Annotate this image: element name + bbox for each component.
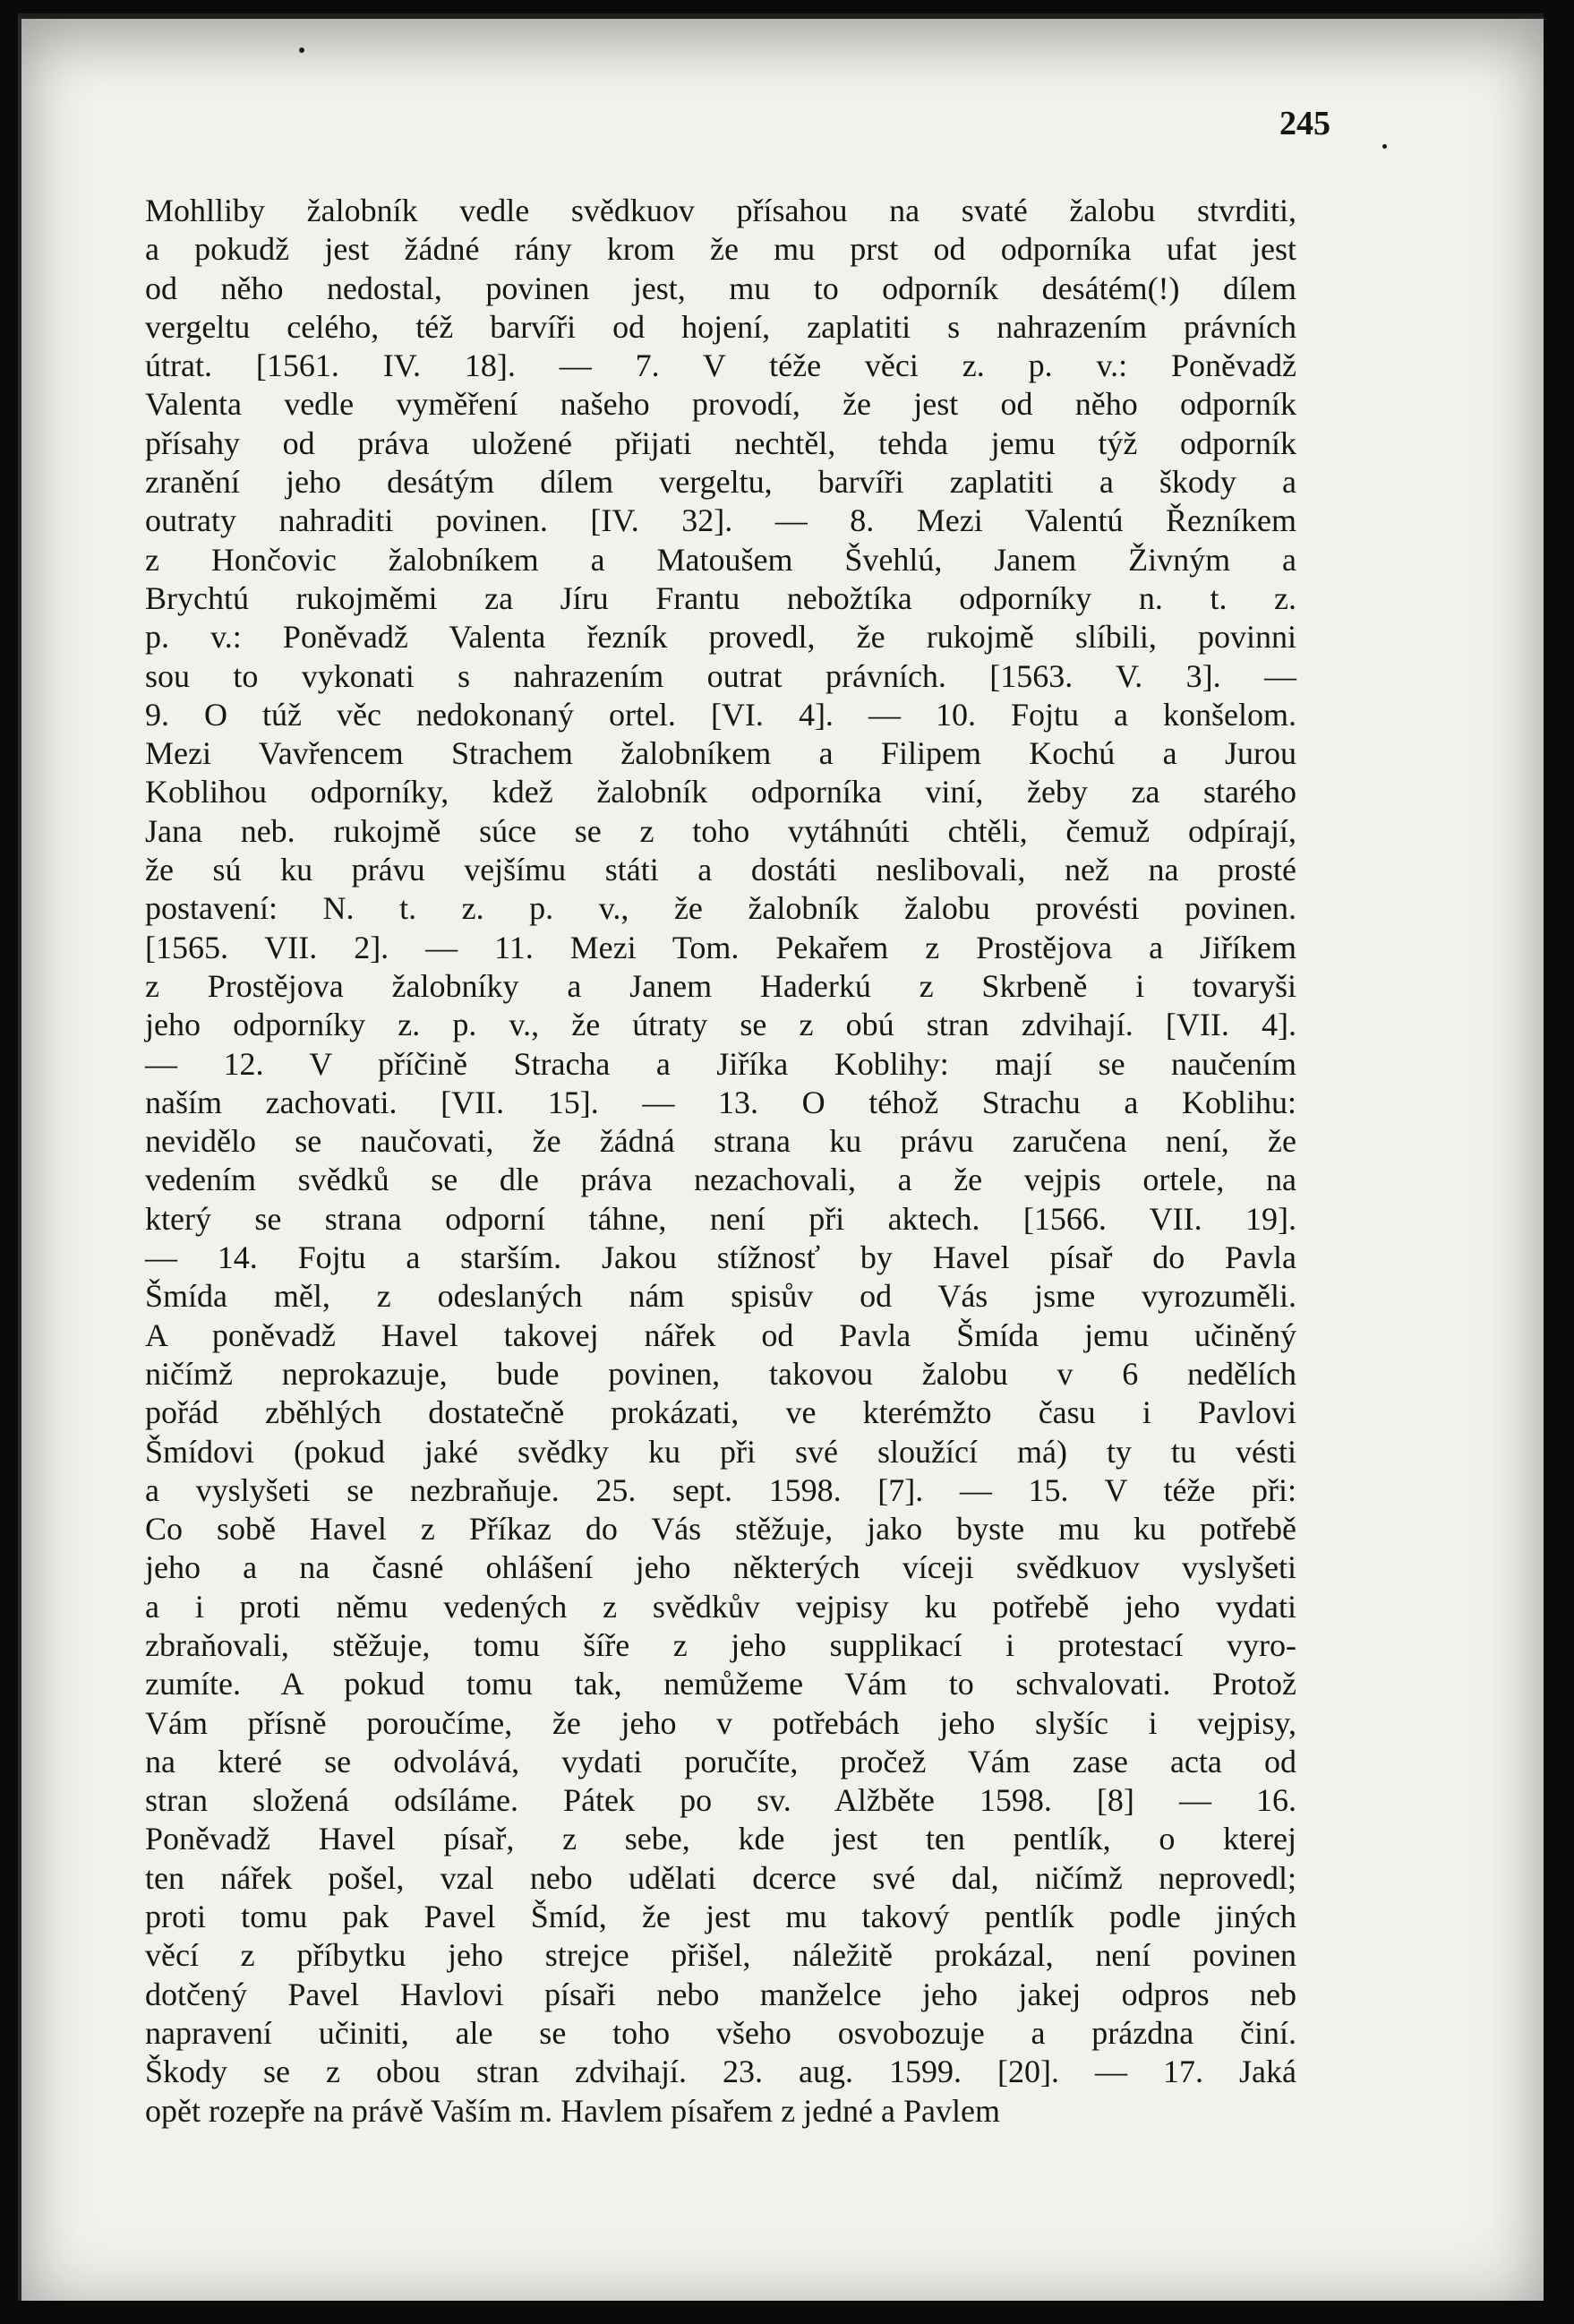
text-line: Co sobě Havel z Příkaz do Vás stěžuje, jako byste mu ku potřebě [145,1511,1296,1548]
text-line: a pokudž jest žádné rány krom že mu prst od odporníka ufat jest [145,231,1296,268]
text-line: ten nářek pošel, vzal nebo udělati dcerce své dal, ničímž neprovedl; [145,1859,1296,1896]
text-line: od něho nedostal, povinen jest, mu to odporník desátém(!) dílem [145,270,1296,306]
text-line: jeho odporníky z. p. v., že útraty se z obú stran zdvihají. [VII. 4]. [145,1007,1296,1043]
text-line: zbraňovali, stěžuje, tomu šíře z jeho supplikací i protestací vyro- [145,1626,1296,1663]
text-line: ničímž neprokazuje, bude povinen, takovou žalobu v 6 nedělích [145,1355,1296,1392]
text-line: — 12. V příčině Stracha a Jiříka Koblihy: mají se naučením [145,1045,1296,1082]
dust-speck [299,47,304,53]
text-line: z Prostějova žalobníky a Janem Haderkú z Skrbeně i tovaryši [145,967,1296,1004]
text-line: z Hončovic žalobníkem a Matoušem Švehlú, Janem Živným a [145,541,1296,578]
text-line: outraty nahraditi povinen. [IV. 32]. — 8. Mezi Valentú Řezníkem [145,502,1296,539]
text-line: stran složená odsíláme. Pátek po sv. Alžběte 1598. [8] — 16. [145,1782,1296,1819]
text-line: napravení učiniti, ale se toho všeho osvobozuje a prázdna činí. [145,2014,1296,2051]
text-line: a i proti němu vedených z svědkův vejpisy ku potřebě jeho vydati [145,1588,1296,1625]
text-line: útrat. [1561. IV. 18]. — 7. V téže věci z. p. v.: Poněvadž [145,347,1296,384]
body-text [145,192,1296,2131]
text-line: vergeltu celého, též barvíři od hojení, zaplatiti s nahrazením právních [145,308,1296,345]
text-line: vedením svědků se dle práva nezachovali, a že vejpis ortele, na [145,1162,1296,1198]
text-line: Koblihou odporníky, kdež žalobník odporníka viní, žeby za starého [145,774,1296,810]
text-line: věcí z příbytku jeho strejce přišel, náležitě prokázal, není povinen [145,1937,1296,1974]
page-number: 245 [1279,105,1330,142]
text-line: pořád zběhlých dostatečně prokázati, ve kterémžto času i Pavlovi [145,1394,1296,1431]
text-line: dotčený Pavel Havlovi písaři nebo manželce jeho jakej odpros neb [145,1976,1296,2012]
text-line: Jana neb. rukojmě súce se z toho vytáhnúti chtěli, čemuž odpírají, [145,812,1296,849]
text-line: zumíte. A pokud tomu tak, nemůžeme Vám to schvalovati. Protož [145,1666,1296,1702]
text-line: A poněvadž Havel takovej nářek od Pavla Šmída jemu učiněný [145,1316,1296,1353]
text-line: Vám přísně poroučíme, že jeho v potřebách jeho slyšíc i vejpisy, [145,1704,1296,1741]
dust-speck [1382,144,1387,149]
text-line: Šmídovi (pokud jaké svědky ku při své sloužící má) ty tu vésti [145,1433,1296,1470]
text-line: přísahy od práva uložené přijati nechtěl, tehda jemu týž odporník [145,424,1296,461]
text-line: že sú ku právu vejšímu státi a dostáti neslibovali, než na prosté [145,852,1296,888]
text-line: opět rozepře na právě Vaším m. Havlem písařem z jedné a Pavlem [145,2092,1000,2129]
text-line: Šmída měl, z odeslaných nám spisův od Vás jsme vyrozuměli. [145,1278,1296,1315]
text-line: nevidělo se naučovati, že žádná strana ku právu zaručena není, že [145,1123,1296,1160]
text-line: Poněvadž Havel písař, z sebe, kde jest ten pentlík, o kterej [145,1821,1296,1857]
text-line: Valenta vedle vyměření našeho provodí, že jest od něho odporník [145,386,1296,423]
text-line: [1565. VII. 2]. — 11. Mezi Tom. Pekařem z Prostějova a Jiříkem [145,929,1296,965]
text-line: 9. O túž věc nedokonaný ortel. [VI. 4]. — 10. Fojtu a konšelom. [145,696,1296,733]
text-line: Mezi Vavřencem Strachem žalobníkem a Filipem Kochú a Jurou [145,735,1296,772]
text-line: Škody se z obou stran zdvihají. 23. aug. 1599. [20]. — 17. Jaká [145,2054,1296,2090]
text-line: sou to vykonati s nahrazením outrat právních. [1563. V. 3]. — [145,657,1296,694]
text-line: — 14. Fojtu a starším. Jakou stížnosť by Havel písař do Pavla [145,1239,1296,1276]
text-line: naším zachovati. [VII. 15]. — 13. O téhož Strachu a Koblihu: [145,1084,1296,1120]
text-line: postavení: N. t. z. p. v., že žalobník žalobu provésti povinen. [145,890,1296,927]
text-line: zranění jeho desátým dílem vergeltu, barvíři zaplatiti a škody a [145,464,1296,501]
text-line: Mohlliby žalobník vedle svědkuov přísahou na svaté žalobu stvrditi, [145,193,1296,228]
text-line: jeho a na časné ohlášení jeho některých víceji svědkuov vyslyšeti [145,1549,1296,1586]
text-line: na které se odvolává, vydati poručíte, pročež Vám zase acta od [145,1743,1296,1779]
text-line: proti tomu pak Pavel Šmíd, že jest mu takový pentlík podle jiných [145,1899,1296,1935]
text-line: a vyslyšeti se nezbraňuje. 25. sept. 1598. [7]. — 15. V téže při: [145,1471,1296,1508]
text-line: Brychtú rukojměmi za Jíru Frantu nebožtíka odporníky n. t. z. [145,579,1296,616]
text-line: p. v.: Poněvadž Valenta řezník provedl, že rukojmě slíbili, povinni [145,619,1296,656]
text-line: který se strana odporní táhne, není při aktech. [1566. VII. 19]. [145,1200,1296,1237]
